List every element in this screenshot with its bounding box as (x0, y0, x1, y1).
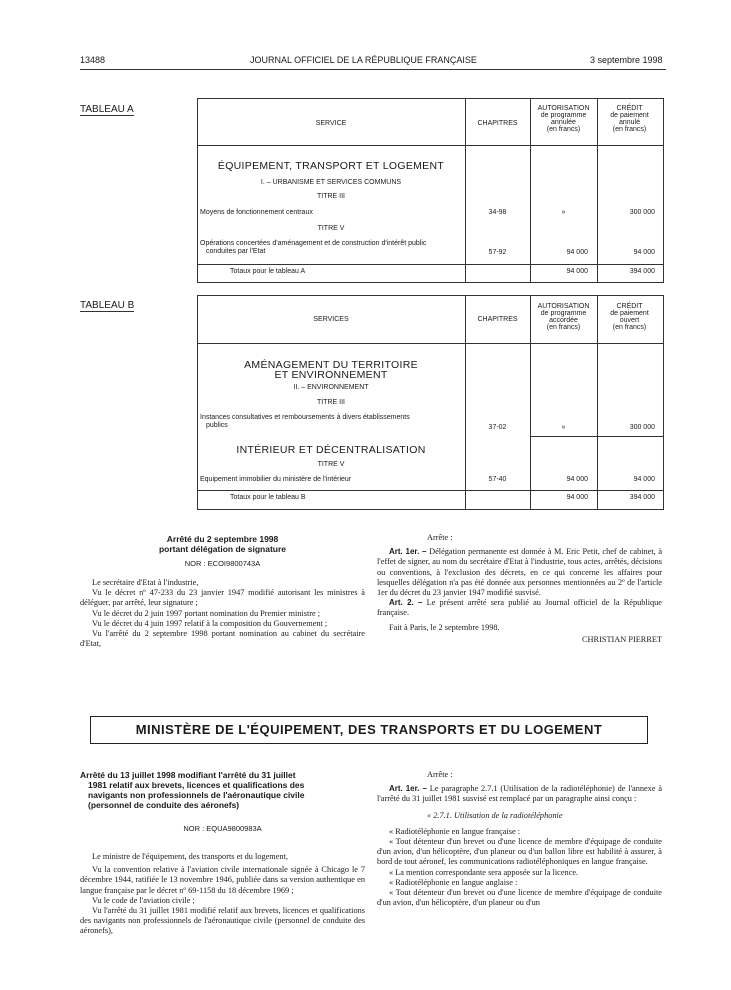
titre-heading: TITRE III (317, 193, 345, 200)
total-label: Totaux pour le tableau A (230, 268, 306, 275)
row-label: Moyens de fonctionnement centraux (200, 209, 313, 216)
arrete2-articles: Arrête : Art. 1er. – Le paragraphe 2.7.1 (Utilisation de la radiotéléphonie) de l'annexe à l'arrêté du 31 juillet 1981 susvisé est remplacé par un paragraphe ainsi conçu : « 2.7.1. Utilisation de la radiotéléphonie « Radiotéléphonie en langue française : « Tout détenteur d'un brevet ou d'une licence de membre d'équipage de conduite d'un avion, d'un hélicoptère, d'un planeur ou d'un ballon libre est habilité à assurer, à bord de tout aéronef, les communications radiotéléphoniques en langue française. « La mention correspondante sera apposée sur la licence. « Radiotéléphonie en langue anglaise : « Tout détenteur d'un brevet ou d'une licence de membre d'équipage de conduite d'un avion, d'un hélicoptère, d'un planeur ou d'un (377, 770, 662, 908)
section-heading: I. – URBANISME ET SERVICES COMMUNS (260, 179, 402, 186)
col-service: SERVICE (315, 120, 347, 127)
arrete2-title: Arrêté du 13 juillet 1998 modifiant l'arrêté du 31 juillet 1981 relatif aux brevets, licences et qualifications des navigants non professionnels de l'aéronautique civile (personnel de conduite des aéronefs) (80, 770, 305, 810)
row-autorisation: » (561, 424, 566, 431)
ministry-heading: AMÉNAGEMENT DU TERRITOIRE ET ENVIRONNEMENT (244, 359, 418, 381)
ministry-banner: MINISTÈRE DE L'ÉQUIPEMENT, DES TRANSPORTS ET DU LOGEMENT (90, 716, 648, 744)
row-credit: 300 000 (629, 424, 655, 431)
section-heading: II. – ENVIRONNEMENT (293, 384, 369, 391)
row-credit: 94 000 (633, 476, 655, 483)
total-autorisation: 94 000 (566, 268, 588, 275)
arrete2-visas: Le ministre de l'équipement, des transports et du logement, Vu la convention relative à l'aviation civile internationale signée à Chicago le 7 décembre 1944, ratifiée le 13 novembre 1946, publiée dans sa version authentique en langue française par le décret nº 69-1158 du 18 décembre 1969 ; Vu le code de l'aviation civile ; Vu l'arrêté du 31 juillet 1981 modifié relatif aux brevets, licences et qualifications des navigants non professionnels de l'aéronautique civile (personnel de conduite des aéronefs), (80, 852, 365, 936)
arrete1-visas: Le secrétaire d'Etat à l'industrie, Vu le décret nº 47-233 du 23 janvier 1947 modifié autorisant les ministres à déléguer, par arrêté, leur signature ; Vu le décret du 2 juin 1997 portant nomination du Premier ministre ; Vu le décret du 4 juin 1997 relatif à la composition du Gouvernement ; Vu l'arrêté du 2 septembre 1998 portant nomination au cabinet du secrétaire d'Etat, (80, 578, 365, 649)
row-autorisation: 94 000 (566, 249, 588, 256)
titre-heading: TITRE V (317, 225, 345, 232)
row-label: Opérations concertées d'aménagement et de construction d'intérêt public conduites par l'Etat (200, 240, 427, 255)
signature: CHRISTIAN PIERRET (582, 634, 662, 644)
total-label: Totaux pour le tableau B (230, 494, 306, 501)
ministry-heading: INTÉRIEUR ET DÉCENTRALISATION (236, 444, 426, 456)
ministry-heading: ÉQUIPEMENT, TRANSPORT ET LOGEMENT (217, 160, 445, 172)
row-label: Equipement immobilier du ministère de l'intérieur (200, 476, 352, 483)
col-chapitres: CHAPITRES (477, 316, 518, 323)
row-chapitre: 57-40 (488, 476, 507, 483)
row-credit: 94 000 (633, 249, 655, 256)
col-autorisation: AUTORISATION de programme accordée (en francs) (537, 303, 590, 331)
col-service: SERVICES (313, 316, 349, 323)
row-autorisation: » (561, 209, 566, 216)
row-autorisation: 94 000 (566, 476, 588, 483)
page-number: 13488 (80, 55, 106, 65)
tableau-b-label: TABLEAU B (80, 300, 135, 311)
row-credit: 300 000 (629, 209, 655, 216)
arrete2-nor: NOR : EQUA9800983A (183, 824, 262, 833)
arrete1-title: Arrêté du 2 septembre 1998 portant délégation de signature (158, 534, 287, 554)
total-autorisation: 94 000 (566, 494, 588, 501)
col-credit: CRÉDIT de paiement ouvert (en francs) (610, 303, 649, 331)
tableau-a-label: TABLEAU A (80, 104, 134, 115)
arrete1-articles: Arrête : Art. 1er. – Délégation permanente est donnée à M. Eric Petit, chef de cabinet, à l'effet de signer, au nom du secrétaire d'Etat à l'industrie, tous actes, arrêtés, décisions ou conventions, à l'exclusion des décrets, en ce qui concerne les affaires pour lesquelles délégation n'a pas été donnée aux personnes mentionnées au 2º de l'article 1er du décret du 23 janvier 1947 modifié susvisé. Art. 2. – Le présent arrêté sera publié au Journal officiel de la République française. Fait à Paris, le 2 septembre 1998. CHRISTIAN PIERRET (377, 533, 663, 644)
col-credit: CRÉDIT de paiement annulé (en francs) (610, 105, 649, 133)
row-chapitre: 34-98 (488, 209, 507, 216)
col-autorisation: AUTORISATION de programme annulée (en francs) (537, 105, 590, 133)
total-credit: 394 000 (629, 494, 655, 501)
header-rule (80, 69, 666, 70)
col-chapitres: CHAPITRES (477, 120, 518, 127)
titre-heading: TITRE III (317, 399, 345, 406)
journal-title: JOURNAL OFFICIEL DE LA RÉPUBLIQUE FRANÇAISE (250, 55, 477, 65)
page-date: 3 septembre 1998 (590, 55, 663, 65)
titre-heading: TITRE V (317, 461, 345, 468)
arrete1-nor: NOR : ECOI9800743A (184, 559, 261, 568)
row-chapitre: 57-92 (488, 249, 507, 256)
row-label: Instances consultatives et remboursements à divers établissements publics (200, 414, 410, 429)
row-chapitre: 37-02 (488, 424, 507, 431)
total-credit: 394 000 (629, 268, 655, 275)
